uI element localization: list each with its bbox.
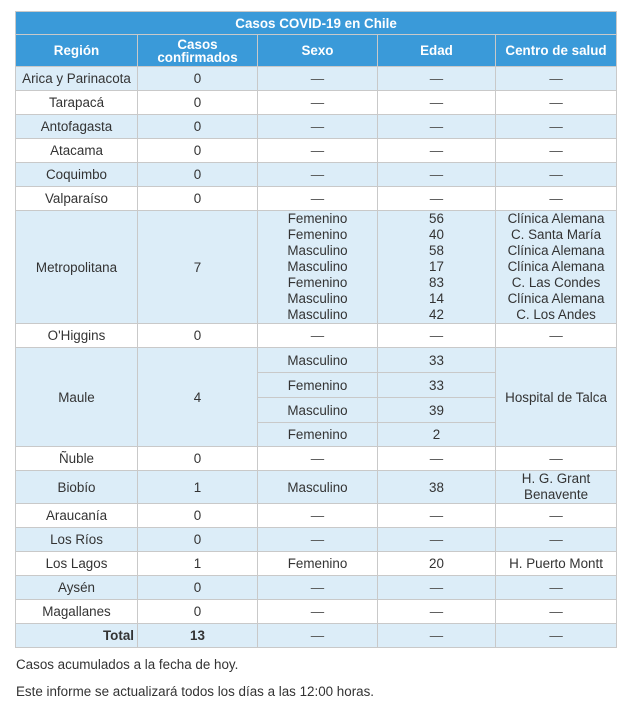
edad-cell: — xyxy=(378,624,496,648)
centro-cell: — xyxy=(496,447,617,471)
casos-cell: 0 xyxy=(138,115,258,139)
table-row xyxy=(16,600,617,624)
total-row xyxy=(16,624,617,648)
casos-cell: 4 xyxy=(138,348,258,447)
casos-cell: 1 xyxy=(138,552,258,576)
casos-cell: 0 xyxy=(138,187,258,211)
edad-cell: — xyxy=(378,187,496,211)
edad-cell: — xyxy=(378,600,496,624)
edad-cell: 39 xyxy=(378,398,496,423)
centro-cell: — xyxy=(496,576,617,600)
centro-cell: — xyxy=(496,139,617,163)
casos-cell: 0 xyxy=(138,324,258,348)
sexo-cell: Femenino xyxy=(258,373,378,398)
edad-cell: 33 xyxy=(378,348,496,373)
centro-item: Clínica Alemana xyxy=(507,291,605,306)
total-label: Total xyxy=(16,624,138,648)
sexo-cell: — xyxy=(258,528,378,552)
edad-cell: 2 xyxy=(378,423,496,447)
region-cell: Araucanía xyxy=(16,504,138,528)
sexo-item: Masculino xyxy=(287,259,348,274)
region-cell: Los Ríos xyxy=(16,528,138,552)
sexo-item: Femenino xyxy=(287,211,348,226)
table-row xyxy=(16,348,617,373)
table-row xyxy=(16,187,617,211)
header-centro: Centro de salud xyxy=(496,35,617,67)
table-row xyxy=(16,211,617,324)
header-casos: Casos confirmados xyxy=(138,35,258,67)
header-region: Región xyxy=(16,35,138,67)
edad-item: 58 xyxy=(429,243,444,258)
sexo-item: Femenino xyxy=(287,227,348,242)
centro-cell: — xyxy=(496,91,617,115)
footnotes xyxy=(15,657,616,700)
table-row xyxy=(16,163,617,187)
table-row xyxy=(16,324,617,348)
sexo-cell: — xyxy=(258,447,378,471)
edad-item: 42 xyxy=(429,307,444,322)
casos-cell: 0 xyxy=(138,576,258,600)
footnote-accumulated: Casos acumulados a la fecha de hoy. xyxy=(16,657,239,672)
footnote-update: Este informe se actualizará todos los días a las 12:00 horas. xyxy=(16,684,375,699)
header-sexo: Sexo xyxy=(258,35,378,67)
region-cell: Ñuble xyxy=(16,447,138,471)
casos-cell: 0 xyxy=(138,67,258,91)
sexo-cell: — xyxy=(258,115,378,139)
centro-line: Benavente xyxy=(524,487,589,502)
edad-cell: 38 xyxy=(378,471,496,504)
region-cell: Atacama xyxy=(16,139,138,163)
table-row xyxy=(16,67,617,91)
edad-cell: — xyxy=(378,139,496,163)
edad-cell xyxy=(378,211,496,324)
centro-item: Clínica Alemana xyxy=(507,211,605,226)
sexo-cell xyxy=(258,211,378,324)
edad-cell: — xyxy=(378,67,496,91)
sexo-item: Masculino xyxy=(287,291,348,306)
sexo-cell: Masculino xyxy=(258,348,378,373)
casos-cell: 0 xyxy=(138,504,258,528)
edad-cell: — xyxy=(378,115,496,139)
centro-item: C. Santa María xyxy=(511,227,602,242)
sexo-cell: — xyxy=(258,324,378,348)
centro-item: Clínica Alemana xyxy=(507,259,605,274)
region-cell: Aysén xyxy=(16,576,138,600)
centro-cell: — xyxy=(496,624,617,648)
region-cell: Antofagasta xyxy=(16,115,138,139)
table-row xyxy=(16,447,617,471)
region-cell: Coquimbo xyxy=(16,163,138,187)
casos-cell: 7 xyxy=(138,211,258,324)
centro-cell: — xyxy=(496,115,617,139)
edad-item: 56 xyxy=(429,211,444,226)
sexo-cell: Femenino xyxy=(258,552,378,576)
region-cell: Los Lagos xyxy=(16,552,138,576)
table-row xyxy=(16,139,617,163)
centro-cell: — xyxy=(496,67,617,91)
sexo-cell: Femenino xyxy=(258,423,378,447)
region-cell: Tarapacá xyxy=(16,91,138,115)
sexo-cell: — xyxy=(258,600,378,624)
edad-cell: 20 xyxy=(378,552,496,576)
region-cell: Valparaíso xyxy=(16,187,138,211)
region-cell: O'Higgins xyxy=(16,324,138,348)
table-row xyxy=(16,471,617,504)
edad-cell: — xyxy=(378,504,496,528)
table-row xyxy=(16,552,617,576)
casos-cell: 0 xyxy=(138,600,258,624)
total-casos: 13 xyxy=(138,624,258,648)
header-edad: Edad xyxy=(378,35,496,67)
sexo-cell: — xyxy=(258,163,378,187)
edad-cell: — xyxy=(378,163,496,187)
edad-cell: — xyxy=(378,528,496,552)
region-cell: Metropolitana xyxy=(16,211,138,324)
centro-cell: H. Puerto Montt xyxy=(496,552,617,576)
sexo-cell: — xyxy=(258,187,378,211)
centro-cell xyxy=(496,211,617,324)
table-row xyxy=(16,91,617,115)
centro-line: H. G. Grant xyxy=(521,471,591,486)
casos-cell: 0 xyxy=(138,163,258,187)
edad-cell: — xyxy=(378,447,496,471)
edad-item: 14 xyxy=(429,291,444,306)
sexo-cell: — xyxy=(258,91,378,115)
sexo-cell: Masculino xyxy=(258,471,378,504)
edad-item: 83 xyxy=(429,275,444,290)
casos-cell: 0 xyxy=(138,139,258,163)
centro-item: Clínica Alemana xyxy=(507,243,605,258)
sexo-cell: — xyxy=(258,67,378,91)
region-cell: Arica y Parinacota xyxy=(16,67,138,91)
casos-cell: 1 xyxy=(138,471,258,504)
centro-cell: — xyxy=(496,600,617,624)
casos-cell: 0 xyxy=(138,447,258,471)
centro-cell: — xyxy=(496,504,617,528)
edad-cell: 33 xyxy=(378,373,496,398)
casos-cell: 0 xyxy=(138,528,258,552)
edad-item: 17 xyxy=(429,259,444,274)
centro-cell: Hospital de Talca xyxy=(496,348,617,447)
edad-cell: — xyxy=(378,576,496,600)
sexo-item: Masculino xyxy=(287,243,348,258)
table-row xyxy=(16,576,617,600)
region-cell: Biobío xyxy=(16,471,138,504)
table-row xyxy=(16,115,617,139)
centro-item: C. Los Andes xyxy=(516,307,596,322)
centro-cell: — xyxy=(496,324,617,348)
sexo-cell: — xyxy=(258,139,378,163)
sexo-cell: — xyxy=(258,624,378,648)
sexo-cell: Masculino xyxy=(258,398,378,423)
edad-cell: — xyxy=(378,91,496,115)
centro-cell: — xyxy=(496,163,617,187)
table-row xyxy=(16,528,617,552)
region-cell: Maule xyxy=(16,348,138,447)
covid-report xyxy=(15,11,616,711)
sexo-item: Femenino xyxy=(287,275,348,290)
centro-item: C. Las Condes xyxy=(511,275,601,290)
table-title: Casos COVID-19 en Chile xyxy=(16,12,617,35)
covid-cases-table xyxy=(15,11,617,648)
region-cell: Magallanes xyxy=(16,600,138,624)
table-row xyxy=(16,504,617,528)
sexo-cell: — xyxy=(258,576,378,600)
centro-cell: — xyxy=(496,528,617,552)
centro-cell xyxy=(496,471,617,504)
sexo-item: Masculino xyxy=(287,307,348,322)
edad-cell: — xyxy=(378,324,496,348)
casos-cell: 0 xyxy=(138,91,258,115)
edad-item: 40 xyxy=(429,227,444,242)
sexo-cell: — xyxy=(258,504,378,528)
centro-cell: — xyxy=(496,187,617,211)
